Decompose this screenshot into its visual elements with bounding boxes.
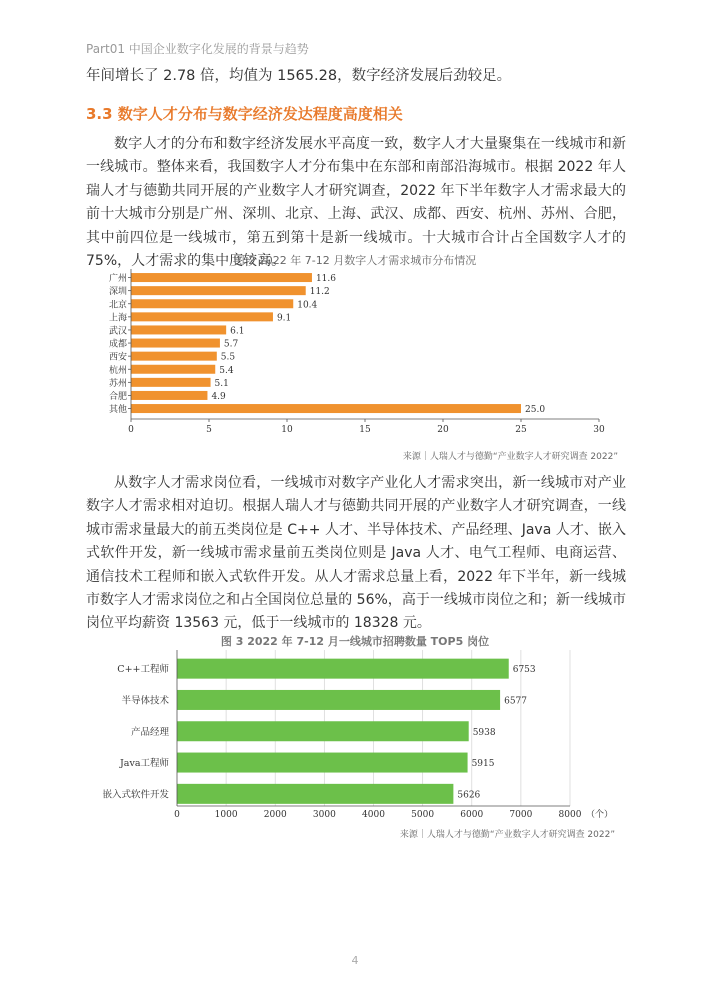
category-label: C++工程师 (117, 664, 169, 676)
section-heading: 3.3 数字人才分布与数字经济发达程度高度相关 (86, 105, 403, 123)
bar-2 (177, 721, 469, 741)
data-label: 5915 (471, 759, 495, 770)
x-tick-label: 2000 (263, 810, 287, 820)
category-label: 成都 (108, 339, 127, 350)
category-label: 嵌入式软件开发 (102, 789, 169, 801)
category-label: 上海 (108, 313, 127, 324)
paragraph-1: 数字人才的分布和数字经济发展水平高度一致，数字人才大量聚集在一线城市和新一线城市。整体来看，我国数字人才分布集中在东部和南部沿海城市。根据 2022 年人瑞人才与德勤共同开展的产业数字人才研究调查，2022 年下半年数字人才需求最大的前十大城市分别是广州、深圳、北京、上海、武汉、成都、西安、杭州、苏州、合肥，其中前四位是一线城市，第五到第十是新一线城市。十大城市合计占全国数字人才的 75%，人才需求的集中度较高。 (86, 136, 626, 270)
category-label: 北京 (108, 300, 127, 311)
data-label: 6753 (512, 665, 536, 676)
figure1-title: 图 2 2022 年 7-12 月数字人才需求城市分布情况 (233, 254, 477, 267)
category-label: Java工程师 (119, 758, 169, 770)
page-number: 4 (351, 954, 359, 967)
x-tick-label: 1000 (214, 810, 238, 820)
category-label: 武汉 (108, 326, 127, 337)
x-tick-label: 0 (174, 810, 180, 820)
data-label: 5938 (472, 727, 496, 738)
x-tick-label: 5 (206, 425, 212, 435)
data-label: 5.5 (220, 352, 236, 363)
category-label: 半导体技术 (121, 695, 169, 707)
data-label: 4.9 (211, 391, 226, 402)
bar-4 (177, 784, 453, 804)
x-tick-label: 25 (515, 425, 527, 435)
figure2-title: 图 3 2022 年 7-12 月一线城市招聘数量 TOP5 岗位 (220, 635, 490, 648)
data-label: 5.7 (223, 339, 239, 350)
bar-1 (177, 690, 500, 710)
data-label: 5.4 (219, 365, 234, 376)
x-tick-label: 6000 (460, 810, 484, 820)
data-label: 5.1 (214, 378, 229, 389)
x-tick-label: 4000 (362, 810, 385, 820)
data-label: 11.2 (309, 287, 330, 298)
data-label: 11.6 (315, 274, 337, 285)
category-label: 合肥 (108, 391, 127, 402)
x-tick-label: 20 (437, 425, 449, 435)
x-tick-label: 7000 (509, 810, 533, 820)
category-label: 杭州 (108, 365, 127, 376)
x-tick-label: 30 (593, 425, 605, 435)
x-tick-label: 5000 (411, 810, 435, 820)
x-tick-label: 3000 (312, 810, 336, 820)
page-header: Part01 中国企业数字化发展的背景与趋势 (86, 42, 309, 56)
x-tick-label: 8000 (558, 810, 582, 820)
category-label: 西安 (108, 352, 127, 363)
bar-3 (177, 753, 468, 773)
category-label: 广州 (108, 274, 127, 285)
data-label: 6.1 (230, 326, 245, 337)
x-tick-label: 0 (128, 425, 134, 435)
category-label: 其他 (108, 405, 127, 416)
x-unit-label: （个） (586, 810, 614, 820)
x-tick-label: 15 (359, 425, 371, 435)
figure1-source: 来源｜人瑞人才与德勤“产业数字人才研究调查 2022” (402, 452, 618, 462)
bar-0 (177, 659, 509, 679)
figure2-source: 来源｜人瑞人才与德勤“产业数字人才研究调查 2022” (399, 830, 615, 840)
paragraph-2: 从数字人才需求岗位看，一线城市对数字产业化人才需求突出，新一线城市对产业数字人才需求相对迫切。根据人瑞人才与德勤共同开展的产业数字人才研究调查，一线城市需求量最大的前五类岗位是 C++ 人才、半导体技术、产品经理、Java 人才、嵌入式软件开发，新一线城市需求量前五类岗位则是 Java 人才、电气工程师、电商运营、通信技术工程师和嵌入式软件开发。从人才需求总量上看，2022 年下半年，新一线城市数字人才需求岗位之和占全国岗位总量的 56%，高于一线城市岗位之和；新一线城市岗位平均薪资 13563 元，低于一线城市的 18328 元。 (86, 475, 626, 632)
data-label: 6577 (504, 696, 528, 707)
data-label: 10.4 (297, 300, 318, 311)
category-label: 产品经理 (130, 726, 169, 738)
data-label: 9.1 (276, 313, 292, 324)
intro-line: 年间增长了 2.78 倍，均值为 1565.28，数字经济发展后劲较足。 (86, 68, 512, 84)
data-label: 25.0 (525, 405, 546, 416)
category-label: 苏州 (108, 378, 127, 389)
category-label: 深圳 (108, 287, 127, 298)
data-label: 5626 (457, 790, 481, 801)
x-tick-label: 10 (281, 425, 293, 435)
